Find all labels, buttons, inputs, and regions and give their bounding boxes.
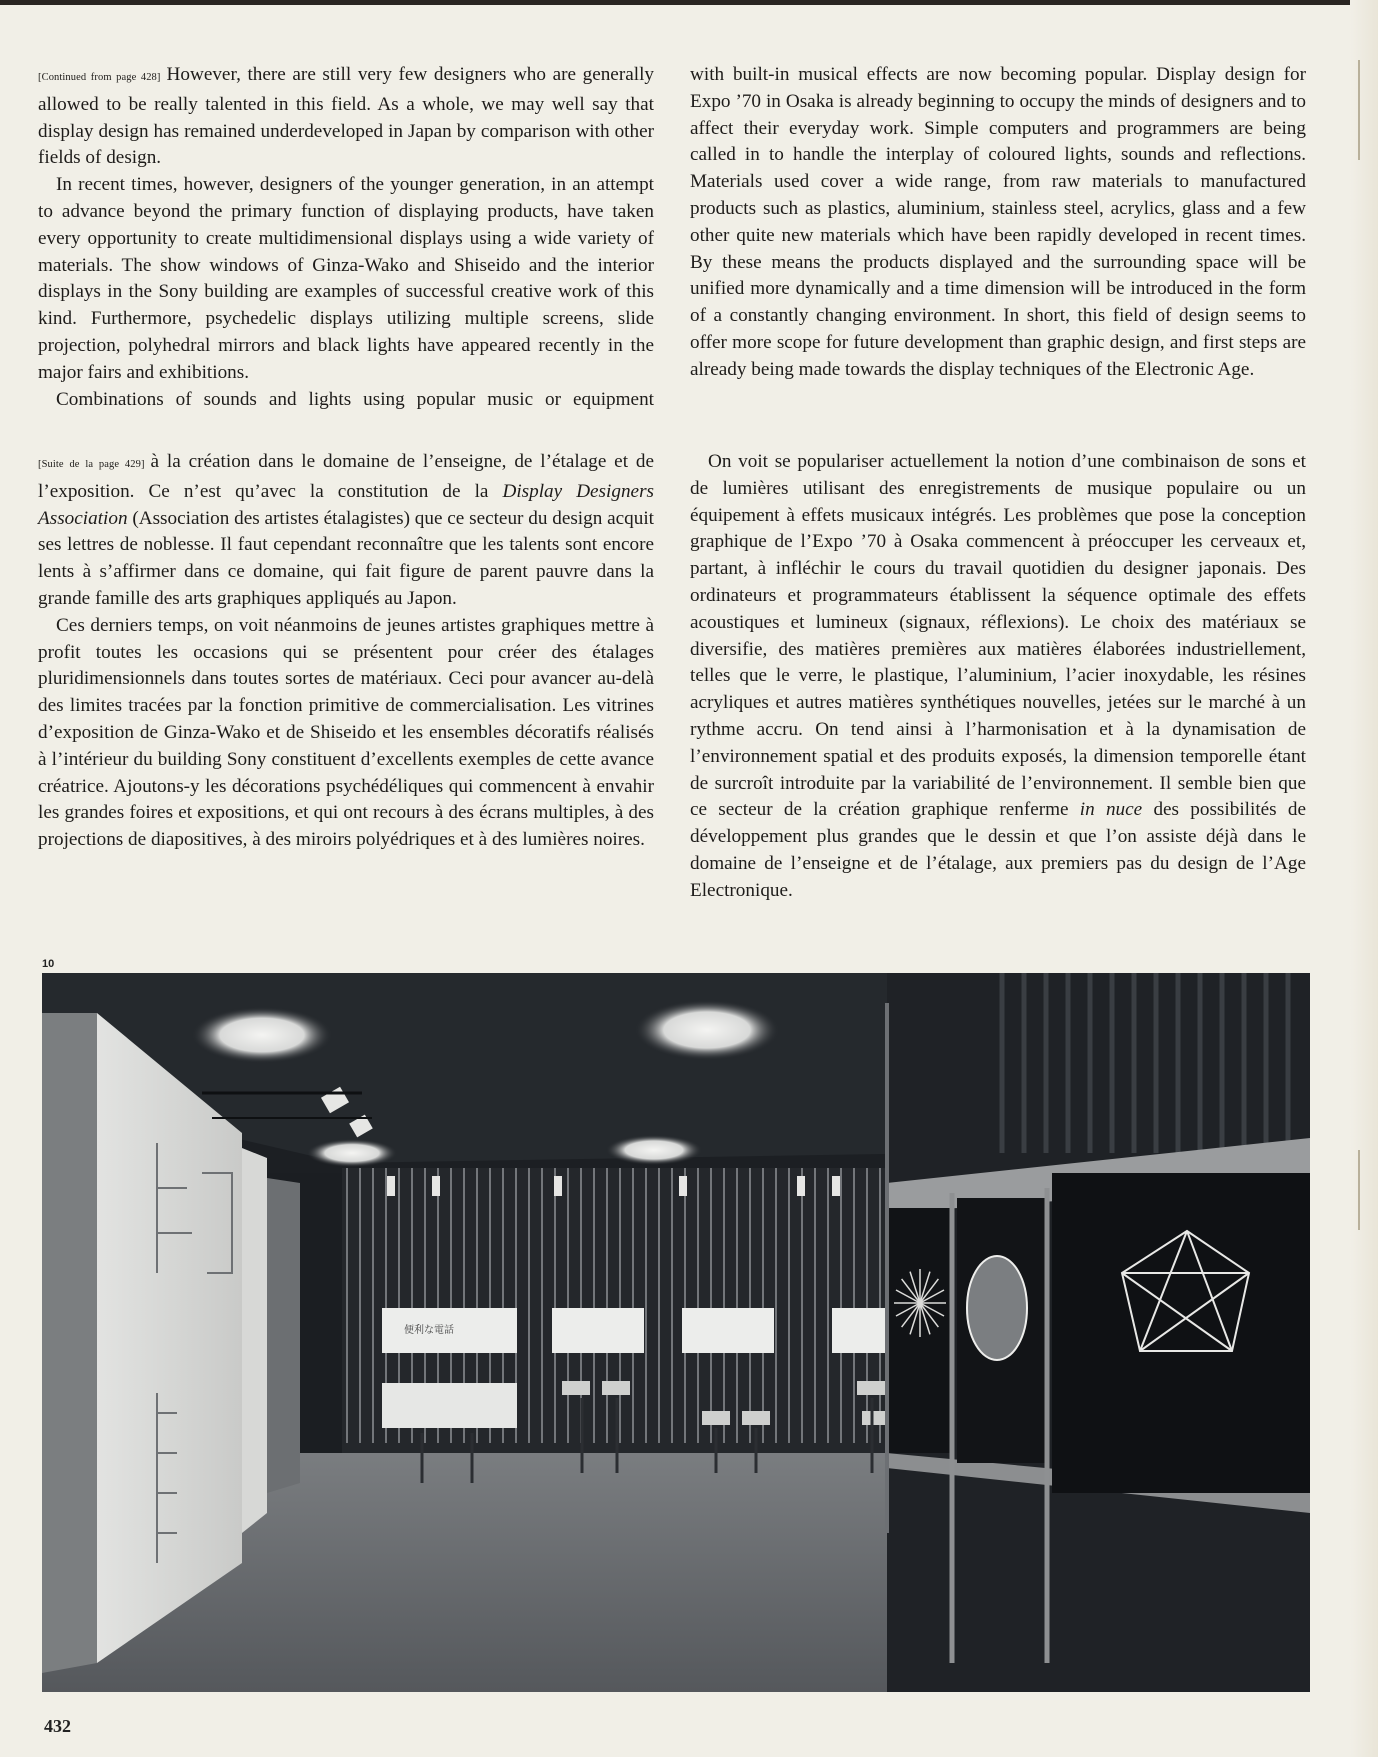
association-name: Display Designers Association (38, 480, 654, 529)
english-paragraph-1: [Continued from page 428] However, there are still very few designers who are generally allowed to be really talented in this field. As a whole, we may well say that display design has remained underdeveloped in Japan by comparison with other fields of design. (38, 64, 654, 169)
english-column-left (38, 62, 654, 413)
french-paragraph-3: On voit se populariser actuellement la notion d’une combinaison de sons et de lumières utilisant des enregistrements de musique populaire ou un équipement à effets musicaux intégrés. Les problèmes que pose la conception graphique de l’Expo ’70 à Osaka commencent à préoccuper les cerveaux et, partant, à infléchir le cours du travail quotidien du designer japonais. Des ordinateurs et programmateurs établissent la séquence optimale des effets acoustiques et lumineux (signaux, réflexions). Le choix des matériaux se diversifie, des matières premières aux matières élaborées industriellement, telles que le verre, le plastique, l’aluminium, l’acier inoxydable, les résines acryliques et autres matières synthétiques nouvelles, jetées sur le marché à un rythme accru. On tend ainsi à l’harmonisation et à la dynamisation de l’environnement spatial et des produits exposés, la dimension temporelle étant de surcroît introduite par la variabilité de l’environnement. Il semble bien que ce secteur de la création graphique renferme in nuce des possibilités de développement plus grandes que le dessin et que l’on assiste déjà dans le domaine de l’enseigne et de l’étalage, aux premiers pas du design de l’Age Electronique. (690, 451, 1306, 901)
page-binding-edge (1350, 0, 1378, 1757)
english-paragraph-3: Combinations of sounds and lights using popular music or equipment (56, 388, 654, 410)
ceiling-light (606, 1135, 702, 1165)
french-column-right (690, 449, 1306, 905)
signboard (552, 1308, 644, 1353)
signboard-label: 便利な電話 (404, 1325, 454, 1336)
side-panel (267, 1178, 300, 1493)
french-paragraph-1: [Suite de la page 429] à la création dans le domaine de l’enseigne, de l’étalage et de l’exposition. Ce n’est qu’avec la constitution de la Display Designers Association (Association des artistes étalagistes) que ce secteur du design acquit ses lettres de noblesse. Il faut cependant reconnaître que les talents sont encore lents à s’affirmer dans ce domaine, qui fait figure de parent pauvre dans la grande famille des arts graphiques appliqués au Japon. (38, 451, 654, 609)
signboard (682, 1308, 774, 1353)
ceiling-light (192, 1007, 332, 1063)
photo-illustration (42, 973, 1310, 1692)
page-number: 432 (44, 1716, 71, 1736)
showcase-glass (1052, 1173, 1310, 1493)
english-paragraph-2: In recent times, however, designers of the younger generation, in an attempt to advance beyond the primary function of displaying products, have taken every opportunity to create multidimensional displays using a wide variety of materials. The show windows of Ginza-Wako and Shiseido and the interior displays in the Sony building are examples of successful creative work of this kind. Furthermore, psychedelic displays utilizing multiple screens, slide projection, polyhedral mirrors and black lights have appeared recently in the major fairs and exhibitions. (38, 174, 654, 383)
suite-de-reference: [Suite de la page 429] (38, 459, 145, 470)
continued-from-reference: [Continued from page 428] (38, 72, 161, 83)
exhibition-photograph (42, 973, 1310, 1692)
staple-mark (1358, 60, 1360, 160)
french-column-left (38, 449, 654, 854)
in-nuce-italic: in nuce (1079, 799, 1143, 821)
telephone-diagram-panel (382, 1383, 517, 1428)
starburst-light-display (894, 1269, 946, 1337)
wood-panel (42, 1013, 97, 1673)
ceiling-light (307, 1139, 397, 1167)
ceiling-light (635, 1000, 779, 1060)
staple-mark (1358, 1150, 1360, 1230)
english-column-right (690, 62, 1306, 384)
french-paragraph-2: Ces derniers temps, on voit néanmoins de jeunes artistes graphiques mettre à profit toutes les occasions qui se présentent pour créer des étalages pluridimensionnels dans toutes sortes de matériaux. Ceci pour avancer au-delà des limites tracées par la fonction primitive de commercialisation. Les vitrines d’exposition de Ginza-Wako et de Shiseido et les ensembles décoratifs réalisés à l’intérieur du building Sony constituent d’excellents exemples de cette avance créatrice. Ajoutons-y les décorations psychédéliques qui commencent à envahir les grandes foires et expositions, et qui ont recours à des écrans multiples, à des projections de diapositives, à des miroirs polyédriques et à des lumières noires. (38, 614, 654, 851)
figure-number: 10 (42, 958, 55, 970)
english-paragraph-4: with built-in musical effects are now becoming popular. Display design for Expo ’70 in Osaka is already beginning to occupy the minds of designers and to affect their everyday work. Simple computers and programmers are being called in to handle the interplay of coloured lights, sounds and reflections. Materials used cover a wide range, from raw materials to manufactured products such as plastics, aluminium, stainless steel, acrylics, glass and a few other quite new materials which have been rapidly developed in recent times. By these means the products displayed and the surrounding space will be unified more dynamically and a time dimension will be introduced in the form of a constantly changing environment. In short, this field of design seems to offer more scope for future development than graphic design, and first steps are already being made towards the display techniques of the Electronic Age. (690, 64, 1306, 380)
page-top-edge (0, 0, 1378, 5)
